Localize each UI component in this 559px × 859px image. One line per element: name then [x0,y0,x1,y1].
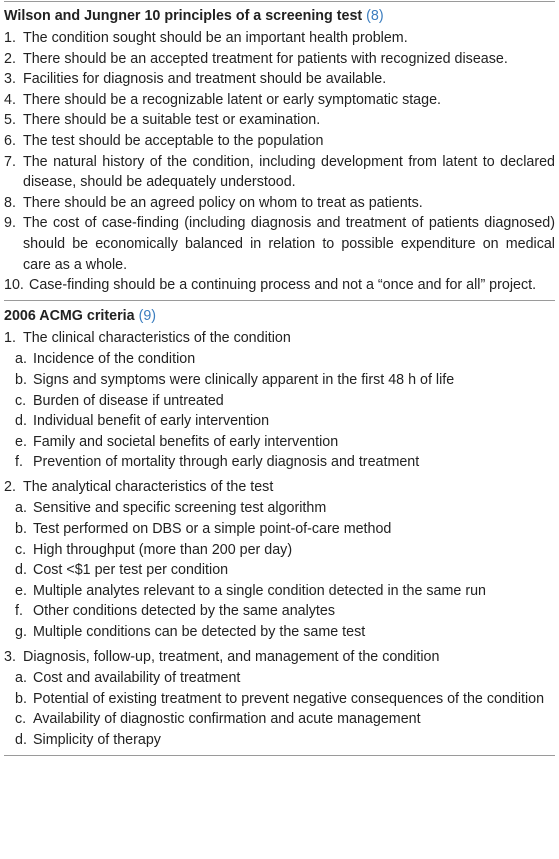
group-text: The clinical characteristics of the condition [23,329,291,346]
list-item [15,560,555,581]
list-item [4,69,555,90]
list-item [15,689,555,710]
list-item [4,49,555,70]
item-number: 1. [4,30,16,46]
item-number: 10. [4,277,24,294]
list-item [15,519,555,540]
item-text: Prevention of mortality through early diagnosis and treatment [33,454,420,471]
wilson-jungner-section [4,2,555,300]
list-item [4,110,555,131]
item-text: There should be an agreed policy on whom to treat as patients. [23,194,423,211]
item-letter: d. [15,413,27,430]
list-item [15,349,555,370]
item-letter: a. [15,670,27,687]
list-item [4,131,555,152]
item-text: Individual benefit of early intervention [33,413,270,430]
item-letter: f. [15,454,23,471]
item-text: There should be a recognizable latent or early symptomatic stage. [23,91,442,108]
list-item [15,622,555,643]
item-text: Facilities for diagnosis and treatment should be available. [23,71,387,88]
criteria-group [4,328,555,473]
item-letter: e. [15,582,27,599]
item-text: There should be a suitable test or examination. [23,112,321,129]
list-item [4,90,555,111]
group-text: Diagnosis, follow-up, treatment, and management of the condition [23,648,440,665]
section-title-text: 2006 ACMG criteria [4,307,135,324]
list-item [4,28,555,49]
item-text: The cost of case-finding (including diagnosis and treatment of patients diagnosed) should be economically balanced in relation to possible expenditure on medical care as a whole. [23,215,555,273]
group-text: The analytical characteristics of the test [23,478,274,495]
item-text: Cost and availability of treatment [33,670,241,687]
item-text: Cost <$1 per test per condition [33,562,229,579]
list-item [15,540,555,561]
list-item [4,193,555,214]
item-text: There should be an accepted treatment for patients with recognized disease. [23,50,508,67]
item-letter: a. [15,500,27,517]
criteria-group [4,477,555,643]
item-number: 9. [4,215,16,232]
list-item [15,581,555,602]
item-number: 6. [4,132,16,149]
item-text: Incidence of the condition [33,351,196,368]
item-letter: f. [15,603,23,620]
item-text: The test should be acceptable to the population [23,132,324,149]
item-number: 7. [4,153,16,170]
item-letter: d. [15,732,27,748]
item-letter: c. [15,711,27,728]
section-title [4,2,555,28]
list-item [4,213,555,275]
list-item [15,391,555,412]
citation-link[interactable]: (8) [366,8,384,24]
list-item [15,411,555,432]
item-letter: a. [15,351,27,368]
item-text: Multiple conditions can be detected by the same test [33,624,366,641]
item-text: Simplicity of therapy [33,732,161,748]
group-number: 1. [4,329,16,346]
item-letter: g. [15,624,27,641]
item-letter: b. [15,521,27,538]
list-item [15,601,555,622]
item-text: Availability of diagnostic confirmation and acute management [33,711,421,728]
item-letter: c. [15,541,27,558]
list-item [15,498,555,519]
item-text: Signs and symptoms were clinically apparent in the first 48 h of life [33,371,455,388]
item-text: Sensitive and specific screening test algorithm [33,500,327,517]
list-item [15,432,555,453]
list-item [15,709,555,730]
list-item [15,370,555,391]
item-number: 4. [4,91,16,108]
citation-link[interactable]: (9) [138,307,157,324]
item-number: 2. [4,50,16,67]
item-letter: b. [15,371,27,388]
item-number: 8. [4,194,16,211]
criteria-list [4,328,555,751]
group-heading [4,328,555,349]
sub-list [4,349,555,473]
group-number: 2. [4,478,16,495]
section-title-text: Wilson and Jungner 10 principles of a screening test [4,8,363,24]
item-text: Test performed on DBS or a simple point-of-care method [33,521,392,538]
group-number: 3. [4,648,16,665]
list-item [15,730,555,751]
group-heading [4,477,555,498]
sub-list [4,498,555,642]
item-letter: d. [15,562,27,579]
item-letter: e. [15,433,27,450]
item-text: Multiple analytes relevant to a single condition detected in the same run [33,582,487,599]
item-text: Family and societal benefits of early intervention [33,433,339,450]
item-text: Potential of existing treatment to prevent negative consequences of the condition [33,690,545,707]
acmg-section [4,301,555,751]
principles-list [4,28,555,296]
section-title [4,301,555,328]
item-text: Other conditions detected by the same analytes [33,603,336,620]
item-number: 5. [4,112,16,129]
group-heading [4,647,555,668]
item-letter: c. [15,392,27,409]
bottom-rule [4,755,555,756]
table-page [0,1,559,859]
criteria-group [4,647,555,751]
list-item [4,152,555,193]
list-item [15,668,555,689]
item-text: The condition sought should be an important health problem. [23,30,408,46]
item-text: The natural history of the condition, including development from latent to declared disease, should be adequately understood. [23,153,555,191]
sub-list [4,668,555,750]
item-number: 3. [4,71,16,88]
item-text: Burden of disease if untreated [33,392,224,409]
item-text: Case-finding should be a continuing process and not a “once and for all” project. [29,277,537,294]
item-letter: b. [15,690,27,707]
list-item [15,452,555,473]
list-item [4,275,555,296]
item-text: High throughput (more than 200 per day) [33,541,293,558]
